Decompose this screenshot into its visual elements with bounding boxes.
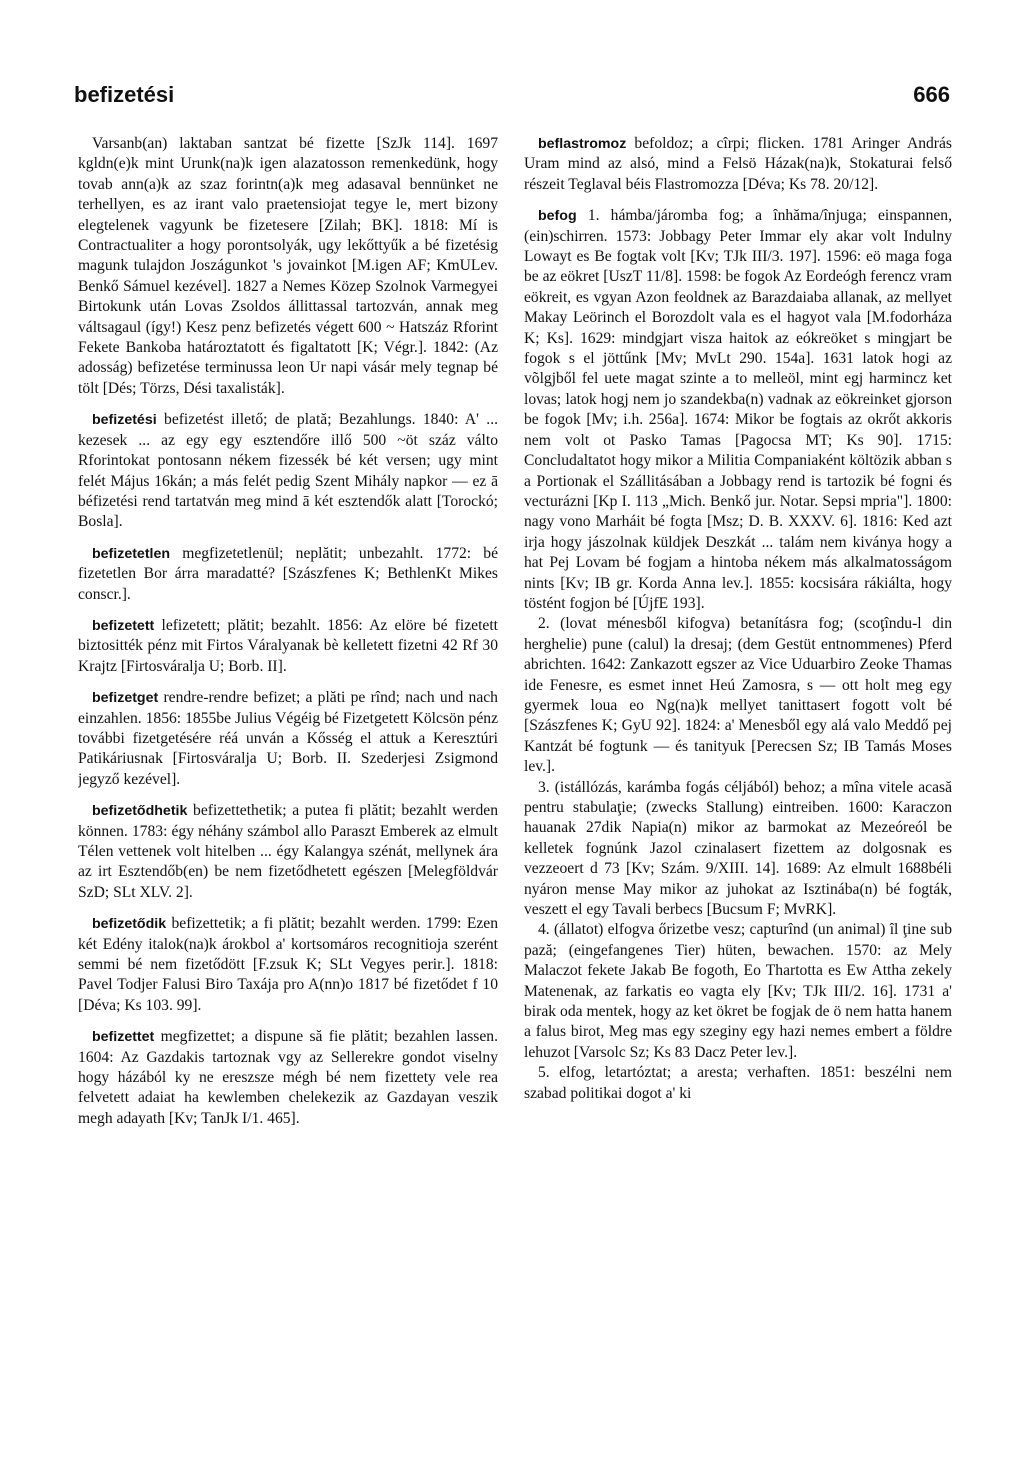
subsense: 2. (lovat ménesből kifogva) betanításra fog; (scoţîndu-l din herghelie) pune (calul) la dresaj; (dem Gestüt entnommenes) Pferd abrichten. 1642: Zankazott egszer az Vice Uduarbiro Zeoke Thamas ide Fenesre, es esmet innet Heú Zamosra, s — ott holt meg egy gyermek loua eo Ng(na)k mellyet tanittasert fogott volt bé [Szászfenes K; GyU 92]. 1824: a' Menesből egy alá valo Meddő pej Kantzát bé fogtunk — és tanityuk [Perecsen Sz; IB Tamás Moses lev.]. (524, 615, 952, 776)
entry-befizetodhetik (78, 801, 498, 903)
entry-headword: befog (538, 208, 577, 225)
entry-continuation (78, 134, 498, 399)
entry-headword: beflastromoz (538, 136, 627, 152)
entry-headword: befizetési (92, 412, 157, 429)
entry-text: Varsanb(an) laktaban santzat bé fizette [SzJk 114]. 1697 kgldn(e)k mint Urunk(na)k igen alazatosson remenkedünk, hogy tovab ann(a)k az szaz forintn(a)k meg adasaval bennünket ne terhellyen, es az irant valo praetensiojat tegye le, mert bizony elegtelenek vagyunk be fizetesere [Zilah; BK]. 1818: Mí is Contractualiter a hogy porontsolyák, ugy lekőttyűk a bé fizetésig magunk tulajdon Joszágunkot 's jovainkot [M.igen AF; KmULev. Benkő Sámuel kezével]. 1827 a Nemes Közep Szolnok Varmegyei Birtokunk után Lovas Zsoldos állittassal tartozván, annak meg váltsagaul (így!) Kesz penz befizetés végett 600 ~ Hatszáz Rforint Fekete Bankoba határoztatott és figaltatott [K; Végr.]. 1842: (Az adosság) befizetése terminussa leon Ur napi vásár mely tegnap bé tölt [Dés; Törzs, Dési taxalisták]. (78, 135, 498, 397)
entry-befizetesi (78, 410, 498, 532)
entry-text: megfizetetlenül; neplătit; unbezahlt. 1772: bé fizetetlen Bor árra maradatté? [Szászfenes K; BethlenKt Mikes conscr.]. (78, 544, 498, 603)
entry-headword: befizetődik (92, 916, 167, 933)
right-column (524, 134, 952, 1434)
entry-befizetett (78, 616, 498, 677)
entry-text: befizettetik; a fi plătit; bezahlt werden. 1799: Ezen két Edény italok(na)k árokbol a' kortsomáros recognitioja szerént semmi bé nem fizetődött [F.zsuk K; SLt Vegyes perir.]. 1818: Pavel Todjer Falusi Biro Taxája pro A(nn)o 1817 bé fizetődet f 10 [Déva; Ks 103. 99]. (78, 915, 498, 1014)
left-column (78, 134, 498, 1434)
entry-text: befizetést illető; de plată; Bezahlungs. 1840: A' ... kezesek ... az egy egy esztendőre illő 500 ~öt száz válto Rforintokat pontosann nékem fizessék bé két versen; ugy mint felét Május 16kán; a más felét pedig Szent Mihály napkor — ez ā béfizetési rend tartatván meg mind ā két esztendők alatt [Torockó; Bosla]. (78, 411, 498, 531)
subsense: 5. elfog, letartóztat; a aresta; verhaften. 1851: beszélni nem szabad politikai dogot a' ki (524, 1064, 952, 1102)
entry-text: befizettethetik; a putea fi plătit; bezahlt werden können. 1783: égy néhány számbol allo Paraszt Emberek az elmult Télen vettenek volt hitelben ... égy Kalangya szénát, mellynek ára az irt Esztendőb(en) be nem fizetődhetett egészen [Melegföldvár SzD; SLt XLV. 2]. (78, 802, 498, 901)
subsense: 3. (istállózás, karámba fogás céljából) behoz; a mîna vitele acasă pentru stabulaţie; (zwecks Stallung) eintreiben. 1600: Karaczon hauanak 27dik Napia(n) mikor az barmokat az Mezeóreól be kelletek fognúnk Jazol czinalasert fizettem az dolgosnak es vezzeoert d 73 [Kv; Szám. 9/XIII. 14]. 1689: Az elmult 1688béli nyáron mense May mikor az juhokat az Isztinába(n) bé fogták, veszett el egy Tavali berbecs [Bucsum F; MvRK]. (524, 778, 952, 919)
subsense: 4. (állatot) elfogva őrizetbe vesz; capturînd (un animal) îl ţine sub pază; (eingefangenes Tier) hüten, bewachen. 1570: az Mely Malaczot fekete Jakab Be fogoth, Eo Thartotta es Ew Attha zekely Matenenak, az farkatis eo vagta ely [Kv; TJk III/2. 16]. 1731 a' birak oda mentek, hogy az ket ökret be fogjak de ö nem hatta hanem a falus birot, Meg mas egy szeginy egy hazi nemes embert a földre lehuzot [Varsolc Sz; Ks 83 Dacz Peter lev.]. (524, 921, 952, 1061)
running-head (74, 82, 950, 112)
entry-befizetodik (78, 914, 498, 1016)
entry-befog (524, 206, 952, 1104)
entry-headword: befizetetlen (92, 545, 171, 562)
entry-headword: befizetget (92, 690, 159, 707)
entry-befizetetlen (78, 544, 498, 605)
entry-headword: befizetődhetik (92, 803, 188, 820)
entry-text: lefizetett; plătit; bezahlt. 1856: Az elöre bé fizetett biztositték pénz mit Firtos Váralyanak bè kelletett fizetni 42 Rf 30 Krajtz [Firtosváralja U; Borb. II]. (78, 616, 498, 675)
entry-befizetget (78, 688, 498, 790)
entry-befizettet (78, 1027, 498, 1129)
entry-text: rendre-rendre befizet; a plăti pe rînd; nach und nach einzahlen. 1856: 1855be Julius Végéig bé Fizetgetett Kölcsön pénz további fizetgetésére réá unván a Kősség el attuk a Keresztúri Patikáriusnak [Firtosváralja U; Borb. II. Szederjesi Zsigmond jegyző kezével]. (78, 689, 498, 788)
entry-headword: befizettet (92, 1029, 155, 1046)
running-headword: befizetési (74, 82, 175, 107)
entry-beflastromoz (524, 134, 952, 195)
page-number: 666 (913, 82, 950, 107)
entry-text: 1. hámba/járomba fog; a înhăma/înjuga; einspannen, (ein)schirren. 1573: Jobbagy Peter Immar ely akar volt Indulny Lowayt es Be fogtak volt [Kv; TJk III/3. 197]. 1596: eö maga foga be az eökret [UszT 11/8]. 1598: be fogok Az Eordeógh ferencz vram eökreit, es vgyan Azon feoldnek az Barazdaiaba allanak, az mellyet Makay Leörinch el Borozdolt vala es el hagyot vala [M.fodorháza K; Ks]. 1629: mindgjart visza haitok az eókreöket s mingjart be fogok s el jöttűnk [Mv; MvLt 290. 154a]. 1631 latok hogi az võlgjből fel uete magat szinte a to melleöl, mint egj harmincz ket lovas; latok hogj nem jo szandekba(n) vadnak az eökreinket gjorson be fogok [Mv; i.h. 256a]. 1674: Mikor be fogtais az okrőt akkoris nem volt ot Pasko Tamas [Pagocsa MT; Ks 90]. 1715: Concludaltatot hogy mikor a Militia Companiaként költözik abban s a Portionak el Szállitásában a Jobbagy rend is tartozik bé fogni és vecturázni [Kp I. 113 „Mich. Benkő jur. Notar. Sepsi mpria"]. 1800: nagy vono Marháit bé fogta [Msz; D. B. XXXV. 6]. 1816: Ked azt irja hogy jászolnak küldjek Deszkát ... talám nem kiványa hogy a hat Pej Lovam bé fogjam a hintoba nékem más alkalmatosságom nints [Kv; IB gr. Korda Anna lev.]. 1855: kocsisára rákiálta, hogy töstént fogjon bé [ÚjfE 193]. (524, 207, 952, 612)
entry-text: befoldoz; a cîrpi; flicken. 1781 Aringer András Uram mind az alsó, mind a Felsö Házak(na)k, Stokaturai felső részeit Teglaval béis Flastromozza [Déva; Ks 78. 20/12]. (524, 135, 952, 193)
entry-text: megfizettet; a dispune să fie plătit; bezahlen lassen. 1604: Az Gazdakis tartoznak vgy az Sellerekre gondot viselny hogy házából ky ne ereszsze mégh bé nem fizettety vele rea felvetett adaiat ha kewlemben chelekezik az Gazdayan veszik megh adayath [Kv; TanJk I/1. 465]. (78, 1028, 498, 1127)
entry-headword: befizetett (92, 617, 155, 634)
